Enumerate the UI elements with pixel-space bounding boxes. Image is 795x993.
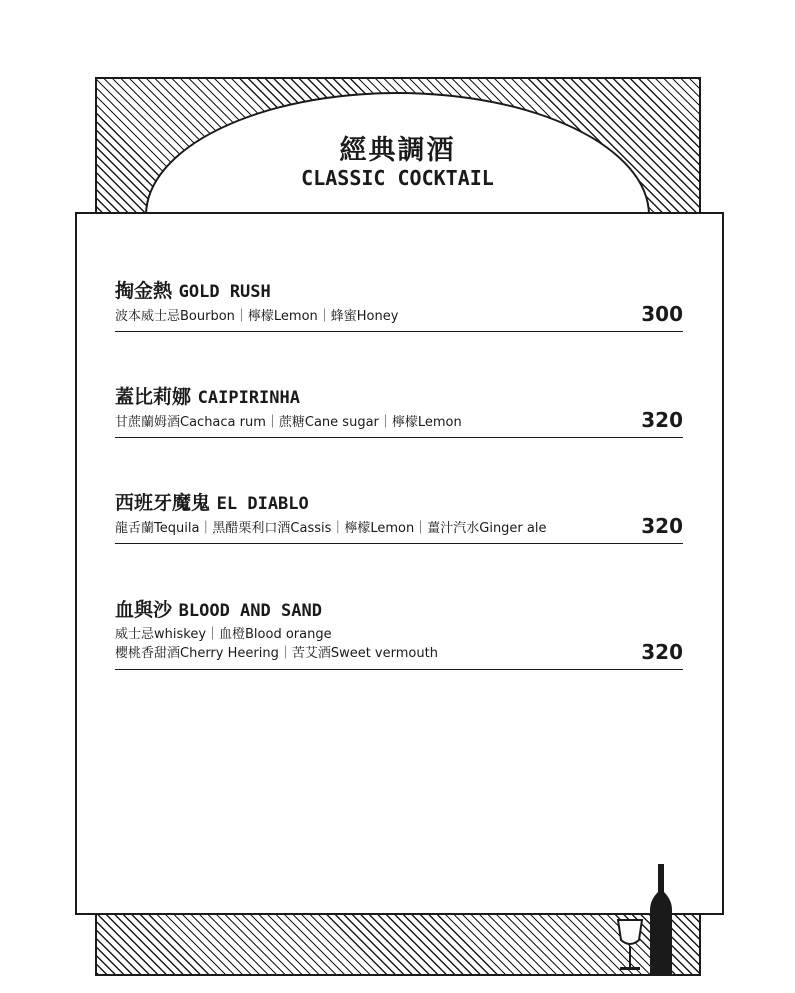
item-name — [115, 276, 683, 303]
menu-item-gold-rush — [115, 276, 683, 332]
item-price: 320 — [641, 514, 683, 538]
item-name-en: GOLD RUSH — [178, 282, 271, 302]
item-name — [115, 488, 683, 515]
menu-title-cn: 經典調酒 — [339, 135, 456, 166]
item-price: 320 — [641, 408, 683, 432]
item-name-cn: 血與沙 — [115, 599, 173, 621]
item-name-en: CAIPIRINHA — [197, 388, 300, 408]
item-name-en: BLOOD AND SAND — [178, 601, 322, 621]
item-name-cn: 掏金熱 — [115, 280, 173, 302]
menu-item-caipirinha — [115, 382, 683, 438]
menu-title-en: CLASSIC COCKTAIL — [301, 166, 494, 190]
item-ingredients: 甘蔗蘭姆酒Cachaca rum｜蔗糖Cane sugar｜檸檬Lemon — [115, 415, 462, 430]
item-name — [115, 595, 683, 622]
wine-bottle-and-glass-icon — [612, 862, 682, 977]
item-ingredients-line1: 威士忌whiskey｜血橙Blood orange — [115, 627, 332, 642]
item-name-en: EL DIABLO — [216, 494, 309, 514]
footer-hatch-pattern — [95, 913, 701, 976]
item-ingredients: 波本威士忌Bourbon｜檸檬Lemon｜蜂蜜Honey — [115, 309, 399, 324]
item-ingredients: 龍舌蘭Tequila｜黑醋栗利口酒Cassis｜檸檬Lemon｜薑汁汽水Ginger ale — [115, 521, 547, 536]
item-name-cn: 西班牙魔鬼 — [115, 492, 211, 514]
menu-item-el-diablo — [115, 488, 683, 544]
menu-item-blood-and-sand — [115, 595, 683, 670]
item-name — [115, 382, 683, 409]
item-price: 320 — [641, 640, 683, 664]
item-name-cn: 蓋比莉娜 — [115, 386, 192, 408]
item-price: 300 — [641, 302, 683, 326]
item-ingredients-line2: 櫻桃香甜酒Cherry Heering｜苦艾酒Sweet vermouth — [115, 646, 438, 661]
